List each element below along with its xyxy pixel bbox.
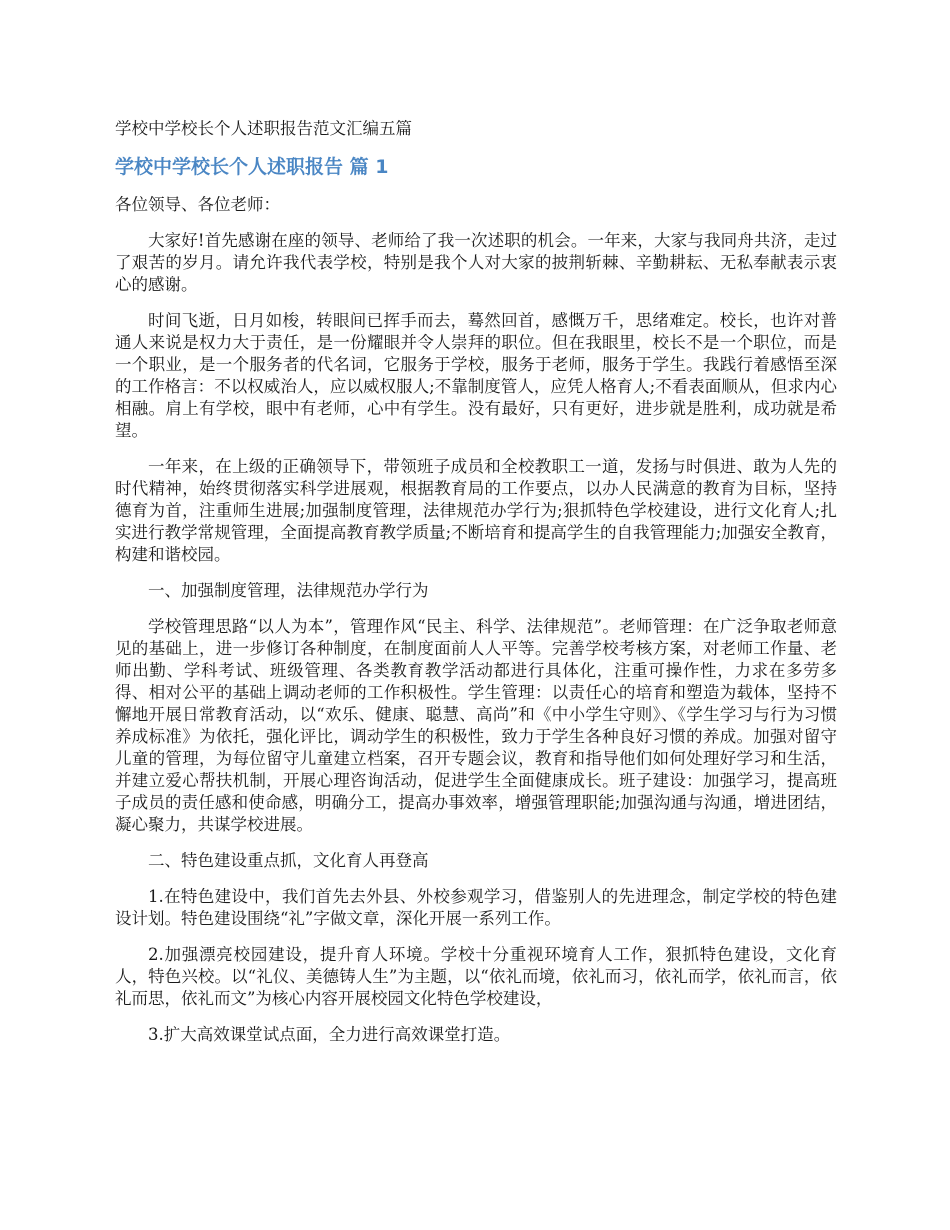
subheading-management: 一、加强制度管理，法律规范办学行为 bbox=[148, 581, 429, 600]
paragraph-opening-thanks: 大家好!首先感谢在座的领导、老师给了我一次述职的机会。一年来，大家与我同舟共济，走过了艰苦的岁月。请允许我代表学校，特别是我个人对大家的披荆斩棘、辛勤耕耘、无私奉献表示衷心的感谢。 bbox=[115, 231, 837, 294]
paragraph-work-motto: 时间飞逝，日月如梭，转眼间已挥手而去，蓦然回首，感慨万千，思绪难定。校长，也许对普通人来说是权力大于责任，是一份耀眼并令人崇拜的职位。但在我眼里，校长不是一个职位，而是一个职业，是一个服务者的代名词，它服务于学校，服务于老师，服务于学生。我践行着感悟至深的工作格言：不以权威治人，应以威权服人;不靠制度管人，应凭人格育人;不看表面顺从，但求内心相融。肩上有学校，眼中有老师，心中有学生。没有最好，只有更好，进步就是胜利，成功就是希望。 bbox=[115, 311, 837, 440]
salutation: 各位领导、各位老师： bbox=[115, 195, 280, 214]
subheading-featured-building: 二、特色建设重点抓，文化育人再登高 bbox=[148, 851, 429, 870]
paragraph-management-details: 学校管理思路“以人为本”，管理作风“民主、科学、法律规范”。老师管理：在广泛争取老师意见的基础上，进一步修订各种制度，在制度面前人人平等。完善学校考核方案，对老师工作量、老师出勤、学科考试、班级管理、各类教育教学活动都进行具体化，注重可操作性，力求在多劳多得、相对公平的基础上调动老师的工作积极性。学生管理：以责任心的培育和塑造为载体，坚持不懈地开展日常教育活动，以“欢乐、健康、聪慧、高尚”和《中小学生守则》、《学生学习与行为习惯养成标准》为依托，强化评比，调动学生的积极性，致力于学生各种良好习惯的养成。加强对留守儿童的管理，为每位留守儿童建立档案，召开专题会议，教育和指导他们如何处理好学习和生活，并建立爱心帮扶机制，开展心理咨询活动，促进学生全面健康成长。班子建设：加强学习，提高班子成员的责任感和使命感，明确分工，提高办事效率，增强管理职能;加强沟通与沟通，增进团结，凝心聚力，共谋学校进展。 bbox=[115, 617, 837, 834]
section-heading: 学校中学校长个人述职报告 篇 1 bbox=[115, 156, 389, 178]
paragraph-item-3: 3.扩大高效课堂试点面，全力进行高效课堂打造。 bbox=[148, 1025, 511, 1044]
paragraph-item-1: 1.在特色建设中，我们首先去外县、外校参观学习，借鉴别人的先进理念，制定学校的特色建设计划。特色建设围绕“礼”字做文章，深化开展一系列工作。 bbox=[115, 887, 837, 928]
paragraph-year-overview: 一年来，在上级的正确领导下，带领班子成员和全校教职工一道，发扬与时俱进、敢为人先的时代精神，始终贯彻落实科学进展观，根据教育局的工作要点，以办人民满意的教育为目标，坚持德育为首，注重师生进展;加强制度管理，法律规范办学行为;狠抓特色学校建设，进行文化育人;扎实进行教学常规管理，全面提高教育教学质量;不断培育和提高学生的自我管理能力;加强安全教育，构建和谐校园。 bbox=[115, 457, 837, 564]
document-title: 学校中学校长个人述职报告范文汇编五篇 bbox=[115, 119, 412, 138]
paragraph-item-2: 2.加强漂亮校园建设，提升育人环境。学校十分重视环境育人工作，狠抓特色建设，文化育人，特色兴校。以“礼仪、美德铸人生”为主题，以“依礼而境，依礼而习，依礼而学，依礼而言，依礼而思，依礼而文”为核心内容开展校园文化特色学校建设， bbox=[115, 945, 837, 1008]
document-page bbox=[115, 118, 837, 1060]
